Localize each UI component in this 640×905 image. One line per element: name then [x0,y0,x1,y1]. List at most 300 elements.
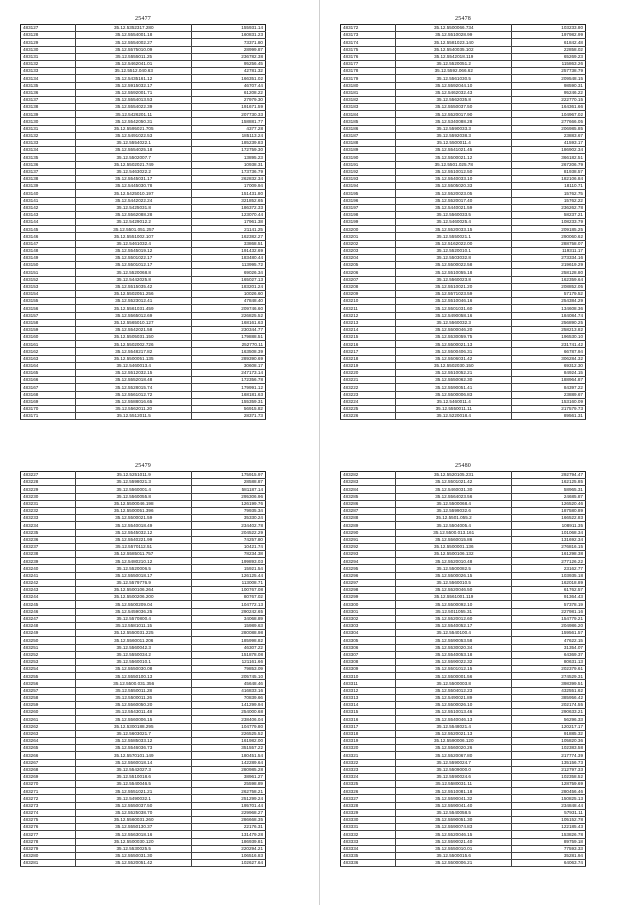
row-id: 483155 [21,298,76,305]
cadastral-number: 35.12.5435161.12 [76,75,192,82]
row-id: 483302 [341,615,396,622]
value: 196530.10 [512,334,586,341]
row-id: 483260 [21,709,76,716]
table-row [341,515,586,522]
row-id: 483182 [341,96,396,103]
table-row [21,154,266,161]
value: 123070.44 [192,211,266,218]
cadastral-number: 35.12.5509000.0 [396,766,512,773]
cadastral-number: 35.12.5590021.40 [396,838,512,845]
table-row [21,730,266,737]
table-row [341,334,586,341]
cadastral-number: 35.12.5550031.30 [76,852,192,859]
value: 230344.77 [192,326,266,333]
table-row [341,802,586,809]
cadastral-number: 35.12.5550100.13 [76,673,192,680]
value: 219619.29 [512,262,586,269]
table-row [341,197,586,204]
cadastral-number: 35.12.5500092.10 [396,601,512,608]
row-id: 483259 [21,702,76,709]
row-id: 483134 [21,75,76,82]
row-id: 483335 [341,852,396,859]
table-row [21,472,266,479]
cadastral-number: 35.12.5500106.132 [396,551,512,558]
cadastral-number: 35.12.5500026.15 [396,572,512,579]
table-row [341,161,586,168]
table-row [21,219,266,226]
row-id: 483230 [21,493,76,500]
value: 226825.52 [192,312,266,319]
value: 165027.13 [192,276,266,283]
value: 79853.09 [192,666,266,673]
table-row [341,752,586,759]
cadastral-number: 35.12.5590041.32 [396,795,512,802]
cadastral-number: 35.12.5500106.264 [76,587,192,594]
table-row [341,709,586,716]
table-row [21,838,266,845]
cadastral-number: 35.12.5426201.11 [76,111,192,118]
value: 154779.21 [512,615,586,622]
row-id: 483241 [21,572,76,579]
cadastral-number: 35.12.5590024.7 [396,759,512,766]
row-id: 483279 [21,845,76,852]
row-id: 483278 [21,838,76,845]
row-id: 483192 [341,168,396,175]
value: 290633.21 [512,709,586,716]
table-row [341,687,586,694]
value: 168181.63 [192,391,266,398]
row-id: 483323 [341,766,396,773]
row-id: 483207 [341,276,396,283]
row-id: 483280 [21,852,76,859]
table-row [341,817,586,824]
row-id: 483157 [21,312,76,319]
table-row [21,687,266,694]
cadastral-number: 35.12.5575010.09 [76,46,192,53]
value: 416833.16 [192,687,266,694]
table-row [341,305,586,312]
table-row [341,773,586,780]
row-id: 483202 [341,240,396,247]
value: 306284.32 [512,355,586,362]
value: 398399.51 [512,680,586,687]
value: 28999.87 [192,46,266,53]
table-row [21,255,266,262]
cadastral-number: 35.12.5565010.127 [76,319,192,326]
cadastral-number: 35.12.5504012.23 [396,687,512,694]
value: 166522.83 [512,515,586,522]
table-row [21,140,266,147]
cadastral-number: 35.12.5506031.42 [396,355,512,362]
row-id: 483264 [21,737,76,744]
row-id: 483190 [341,154,396,161]
cadastral-number: 35.12.5520021.13 [396,730,512,737]
table-row [341,247,586,254]
value: 162359.64 [512,276,586,283]
table-row [21,536,266,543]
cadastral-number: 35.12.5540046.5 [76,781,192,788]
register-table [20,24,266,420]
cadastral-number: 35.12.5570112.51 [76,543,192,550]
value: 46307.22 [192,644,266,651]
row-id: 483169 [21,398,76,405]
table-row [341,608,586,615]
value: 101068.34 [512,529,586,536]
cadastral-number: 35.12.5460031.30 [396,486,512,493]
row-id: 483293 [341,551,396,558]
value: 28371.73 [192,413,266,420]
value: 258213.82 [512,326,586,333]
value: 69312.30 [512,362,586,369]
row-id: 483135 [21,154,76,161]
value: 23162.77 [512,565,586,572]
page-title: 25479 [135,463,151,469]
value: 202174.55 [512,702,586,709]
table-row [21,111,266,118]
row-id: 483185 [341,118,396,125]
cadastral-number: 35.12.5540058.5 [396,809,512,816]
row-id: 483291 [341,536,396,543]
value: 209548.15 [512,75,586,82]
value: 126520.46 [512,500,586,507]
table-row [341,845,586,852]
table-row [341,615,586,622]
table-row [21,709,266,716]
table-row [341,111,586,118]
value: 104772.13 [192,601,266,608]
row-id: 483144 [21,219,76,226]
row-id: 483223 [341,391,396,398]
cadastral-number: 35.12.5500082.5 [396,565,512,572]
row-id: 483328 [341,802,396,809]
row-id: 483137 [21,96,76,103]
cadastral-number: 35.12.5550018.17 [76,572,192,579]
cadastral-number: 35.12.5560010.1 [76,658,192,665]
value: 22176.31 [192,824,266,831]
value: 70839.66 [192,694,266,701]
table-row [21,852,266,859]
value: 73371.80 [192,39,266,46]
cadastral-number: 35.12.5550011.28 [76,687,192,694]
table-row [21,543,266,550]
row-id: 483209 [341,290,396,297]
row-id: 483330 [341,817,396,824]
table-row [21,233,266,240]
cadastral-number: 35.12.5501.051.257 [76,226,192,233]
value: 104967.02 [512,111,586,118]
value: 56296.33 [512,716,586,723]
table-row [21,479,266,486]
cadastral-number: 35.12.5510021.20 [396,283,512,290]
value: 254000.68 [192,709,266,716]
table-row [21,68,266,75]
row-id: 483127 [21,25,76,32]
cadastral-number: 35.12.5500006.21 [396,860,512,867]
table-row [341,233,586,240]
cadastral-number: 35.12.5545019.12 [76,247,192,254]
value: 173736.79 [192,168,266,175]
value: 238406.04 [192,716,266,723]
value: 10421.74 [192,543,266,550]
table-row [21,190,266,197]
value: 15989.63 [192,622,266,629]
value: 162125.85 [512,479,586,486]
cadastral-number: 35.12.5520010.1 [396,247,512,254]
cadastral-number: 35.12.5590022.32 [396,658,512,665]
table-row [341,413,586,420]
cadastral-number: 35.12.5500001.136 [396,543,512,550]
row-id: 483307 [341,651,396,658]
value: 18110.71 [512,183,586,190]
value: 131479.28 [192,831,266,838]
table-row [341,60,586,67]
table-row [21,486,266,493]
row-id: 483198 [341,211,396,218]
row-id: 483305 [341,637,396,644]
value: 23883.67 [512,132,586,139]
table-row [21,305,266,312]
table-row [341,140,586,147]
cadastral-number: 35.12.5541021.45 [396,147,512,154]
cadastral-number: 35.12.5590041.40 [396,802,512,809]
cadastral-number: 35.12.5570800.4 [76,615,192,622]
table-row [341,716,586,723]
table-row [341,25,586,32]
value: 57179.52 [512,290,586,297]
cadastral-number: 35.12.5590074.83 [396,824,512,831]
row-id: 483276 [21,824,76,831]
cadastral-number: 35.12.5520017.40 [396,197,512,204]
value: 206985.85 [512,125,586,132]
cadastral-number: 35.12.5500.031.356 [76,680,192,687]
value: 64063.74 [512,860,586,867]
table-row [21,46,266,53]
table-row [341,39,586,46]
value: 262758.21 [192,788,266,795]
value: 89561.31 [512,413,586,420]
cadastral-number: 35.12.5011055.31 [396,608,512,615]
value: 153826.78 [512,831,586,838]
value: 57931.11 [512,809,586,816]
cadastral-number: 35.12.5590033.3 [396,125,512,132]
cadastral-number: 35.12.5523012.41 [76,298,192,305]
value: 166351.02 [192,75,266,82]
row-id: 483138 [21,175,76,182]
row-id: 483295 [341,565,396,572]
table-row [341,479,586,486]
row-id: 483174 [341,39,396,46]
row-id: 483193 [341,175,396,182]
value: 385956.42 [512,694,586,701]
table-row [21,276,266,283]
value: 204522.29 [192,529,266,536]
table-row [341,579,586,586]
table-row [341,283,586,290]
cadastral-number: 35.12.5540033.10 [396,175,512,182]
cadastral-number: 35.12.5540221.99 [76,536,192,543]
table-row [21,594,266,601]
cadastral-number: 35.12.5500051.135 [76,355,192,362]
row-id: 483201 [341,233,396,240]
table-row [341,838,586,845]
row-id: 483277 [21,831,76,838]
value: 61842.48 [512,39,586,46]
row-id: 483164 [21,362,76,369]
row-id: 483191 [341,161,396,168]
table-row [21,637,266,644]
table-row [21,694,266,701]
cadastral-number: 35.12.5545032.12 [76,529,192,536]
cadastral-number: 35.12.5592044.10 [396,82,512,89]
row-id: 483306 [341,644,396,651]
cadastral-number: 35.12.5554013.53 [76,96,192,103]
row-id: 483186 [341,125,396,132]
row-id: 483151 [21,269,76,276]
row-id: 483255 [21,673,76,680]
cadastral-number: 35.12.5459036.25 [76,608,192,615]
value: 100767.08 [192,587,266,594]
row-id: 483134 [21,147,76,154]
value: 581187.14 [192,486,266,493]
table-row [21,680,266,687]
row-id: 483228 [21,479,76,486]
row-id: 483211 [341,305,396,312]
cadastral-number: 35.12.5551021.21 [76,788,192,795]
row-id: 483297 [341,579,396,586]
table-row [21,39,266,46]
table-row [21,666,266,673]
table-row [21,831,266,838]
table-row [21,558,266,565]
cadastral-number: 35.12.5561031.459 [76,305,192,312]
cadastral-number: 35.12.5561001.119 [396,594,512,601]
value: 15762.22 [512,197,586,204]
table-row [21,737,266,744]
cadastral-number: 35.12.5515035.42 [76,283,192,290]
table-row [21,341,266,348]
value: 172356.78 [192,377,266,384]
value: 186372.33 [192,204,266,211]
value: 108233.79 [512,219,586,226]
value: 366182.51 [512,154,586,161]
value: 56915.82 [192,405,266,412]
table-row [21,824,266,831]
value: 209746.60 [192,305,266,312]
cadastral-number: 35.12.5546036.73 [76,745,192,752]
row-id: 483205 [341,262,396,269]
table-row [341,190,586,197]
row-id: 483235 [21,529,76,536]
cadastral-number: 35.12.5590024.6 [396,773,512,780]
cadastral-number: 35.12.5500015.6 [396,852,512,859]
cadastral-number: 35.12.5565012.69 [76,312,192,319]
cadastral-number: 35.12.5585033.12 [76,737,192,744]
value: 151878.08 [192,651,266,658]
value: 47622.15 [512,637,586,644]
value: 24685.87 [512,493,586,500]
row-id: 483248 [21,622,76,629]
row-id: 483270 [21,781,76,788]
cadastral-number: 35.12.5520046.15 [396,831,512,838]
cadastral-number: 35.12.5500066.734 [396,25,512,32]
value: 290060.62 [512,233,586,240]
cadastral-number: 35.12.5592001.71 [76,89,192,96]
row-id: 483199 [341,219,396,226]
table-row [341,795,586,802]
row-id: 483212 [341,312,396,319]
row-id: 483158 [21,319,76,326]
table-row [341,75,586,82]
cadastral-number: 35.12.5501.025.78 [396,161,512,168]
row-id: 483256 [21,680,76,687]
value: 172759.30 [192,147,266,154]
value: 186939.81 [192,838,266,845]
value: 89759.18 [512,838,586,845]
cadastral-number: 35.12.5460025.4 [396,219,512,226]
cadastral-number: 35.12.5510028.99 [396,32,512,39]
table-row [21,587,266,594]
cadastral-number: 35.12.5571023.59 [396,290,512,297]
table-row [341,226,586,233]
cadastral-number: 35.12.5490032.1 [76,795,192,802]
cadastral-number: 35.12.5340088.28 [396,118,512,125]
value: 159561.57 [512,630,586,637]
value: 78234.38 [192,551,266,558]
table-row [21,161,266,168]
value: 217579.73 [512,405,586,412]
row-id: 483325 [341,781,396,788]
value: 84924.15 [512,370,586,377]
table-row [341,673,586,680]
row-id: 483268 [21,766,76,773]
row-id: 483161 [21,341,76,348]
table-row [341,529,586,536]
register-page-25477 [20,16,266,420]
row-id: 483286 [341,500,396,507]
value: 273334.16 [512,255,586,262]
cadastral-number: 35.12.5460013.4 [76,362,192,369]
row-id: 483321 [341,752,396,759]
cadastral-number: 35.12.5560033.5 [396,211,512,218]
cadastral-number: 35.12.5554022.39 [76,104,192,111]
table-row [341,319,586,326]
cadastral-number: 35.12.5550034.2 [76,651,192,658]
cadastral-number: 35.12.5461032.4 [76,240,192,247]
table-row [21,551,266,558]
row-id: 483133 [21,68,76,75]
value: 185998.82 [192,637,266,644]
row-id: 483172 [341,25,396,32]
cadastral-number: 35.12.5580031.11 [396,781,512,788]
table-row [21,507,266,514]
table-row [21,565,266,572]
row-id: 483148 [21,247,76,254]
table-row [21,391,266,398]
value: 185113.24 [192,132,266,139]
row-id: 483252 [21,651,76,658]
cadastral-number: 35.12.5300188.295 [76,723,192,730]
cadastral-number: 35.12.5520068.8 [76,269,192,276]
cadastral-number: 35.12.5510012.50 [396,168,512,175]
cadastral-number: 35.12.5540035.102 [396,46,512,53]
cadastral-number: 35.12.5550031.225 [76,630,192,637]
row-id: 483215 [341,334,396,341]
table-row [341,384,586,391]
cadastral-number: 35.12.5550037.50 [396,104,512,111]
cadastral-number: 35.12.5560042.3 [76,644,192,651]
value: 247173.14 [192,370,266,377]
cadastral-number: 35.12.5554002.27 [76,39,192,46]
